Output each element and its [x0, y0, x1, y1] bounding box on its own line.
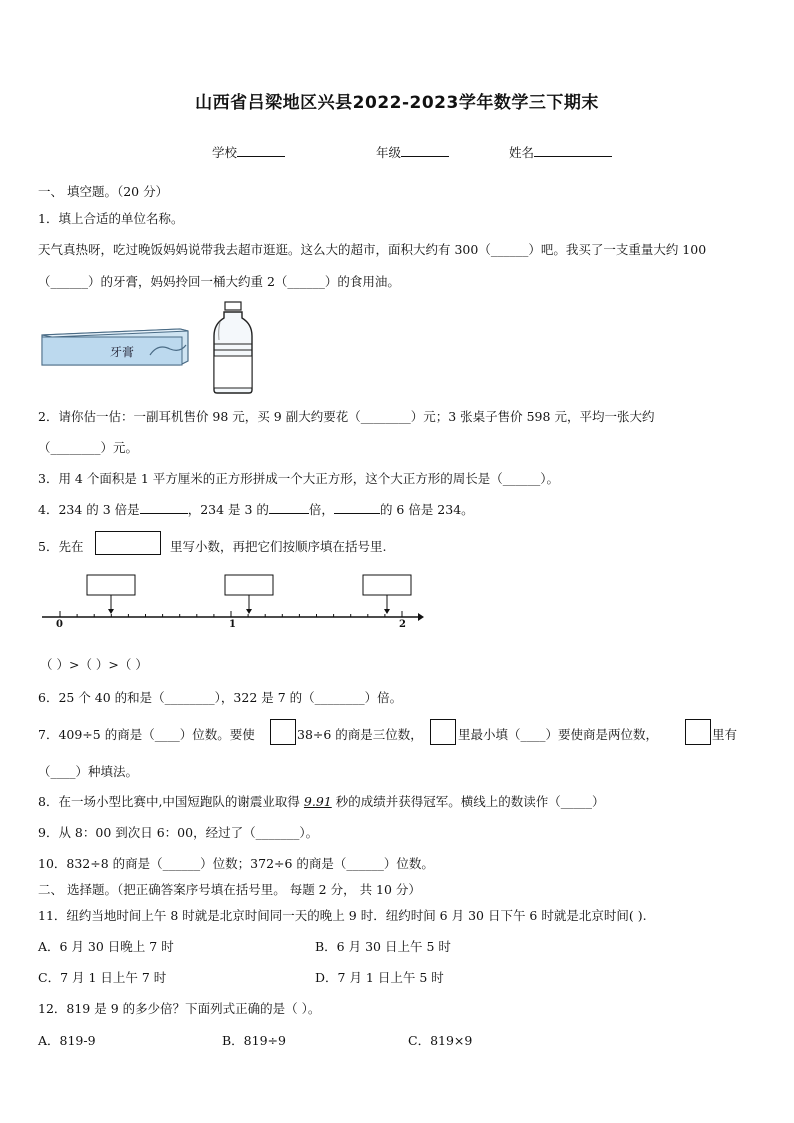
q4-part1: 4．234 的 3 倍是 — [38, 502, 140, 517]
q7-box-1[interactable] — [270, 719, 296, 745]
q9-text: 9．从 8：00 到次日 6：00，经过了（_______）。 — [38, 825, 319, 840]
q6-text: 6．25 个 40 的和是（________），322 是 7 的（________）倍。 — [38, 690, 403, 705]
q4-blank-2[interactable] — [269, 501, 309, 514]
tick-label-0: 0 — [56, 619, 63, 630]
q4-part3: 倍， — [308, 502, 334, 517]
section-2-heading: 二、 选择题。（把正确答案序号填在括号里。 每题 2 分， 共 10 分） — [38, 882, 421, 897]
q7-box-3[interactable] — [685, 719, 711, 745]
q7-part3: 里最小填（____）要使商是两位数， — [458, 727, 659, 742]
q7-line2: （____）种填法。 — [38, 764, 139, 779]
name-field — [509, 143, 612, 161]
section-1-heading: 一、 填空题。（20 分） — [38, 184, 169, 199]
q11-option-c[interactable]: C．7 月 1 日上午 7 时 — [38, 970, 167, 985]
q7-part1: 7．409÷5 的商是（____）位数。要使 — [38, 727, 255, 742]
q1-line2: （______）的牙膏，妈妈拎回一桶大约重 2（______）的食用油。 — [38, 274, 400, 289]
q12-stem: 12．819 是 9 的多少倍？下面列式正确的是（ ）。 — [38, 1001, 321, 1016]
q5-part2: 里写小数，再把它们按顺序填在括号里. — [170, 539, 387, 554]
q1-label: 1．填上合适的单位名称。 — [38, 211, 184, 226]
q11-option-d[interactable]: D．7 月 1 日上午 5 时 — [315, 970, 444, 985]
grade-blank[interactable] — [401, 144, 449, 157]
tick-label-2: 2 — [399, 619, 406, 630]
school-field — [212, 143, 285, 161]
name-label: 姓名 — [509, 145, 535, 160]
q4-text — [38, 500, 474, 518]
q8-part2: 秒的成绩并获得冠军。横线上的数读作（_____） — [331, 794, 605, 809]
q5-order-blanks[interactable]: （ ）>（ ）>（ ） — [40, 657, 148, 672]
q11-option-a[interactable]: A．6 月 30 日晚上 7 时 — [38, 939, 174, 954]
q12-option-b[interactable]: B．819÷9 — [222, 1033, 286, 1048]
q7-box-2[interactable] — [430, 719, 456, 745]
toothpaste-label: 牙膏 — [110, 345, 135, 359]
q11-option-b[interactable]: B．6 月 30 日上午 5 时 — [315, 939, 451, 954]
q8-number: 9.91 — [303, 794, 332, 809]
q7-part4: 里有 — [712, 727, 738, 742]
q5-part1: 5．先在 — [38, 539, 84, 554]
q10-text: 10．832÷8 的商是（______）位数；372÷6 的商是（______）位数。 — [38, 856, 434, 871]
q4-part4: 的 6 倍是 234。 — [379, 502, 474, 517]
q11-stem: 11．纽约当地时间上午 8 时就是北京时间同一天的晚上 9 时．纽约时间 6 月 30 日下午 6 时就是北京时间( ). — [38, 908, 647, 923]
q3-text: 3．用 4 个面积是 1 平方厘米的正方形拼成一个大正方形，这个大正方形的周长是（______）。 — [38, 471, 560, 486]
q12-option-a[interactable]: A．819-9 — [38, 1033, 96, 1048]
q5-inline-box[interactable] — [95, 531, 161, 555]
tick-label-1: 1 — [229, 619, 236, 630]
q8-part1: 8．在一场小型比赛中,中国短跑队的谢震业取得 — [38, 794, 304, 809]
q4-part2: ，234 是 3 的 — [187, 502, 269, 517]
q2-line1: 2．请你估一估：一副耳机售价 98 元，买 9 副大约要花（________）元；3 张桌子售价 598 元，平均一张大约 — [38, 409, 655, 424]
grade-label: 年级 — [376, 145, 402, 160]
page-title: 山西省吕梁地区兴县2022-2023学年数学三下期末 — [195, 93, 599, 113]
q4-blank-1[interactable] — [140, 501, 188, 514]
school-blank[interactable] — [237, 144, 285, 157]
name-blank[interactable] — [534, 144, 612, 157]
grade-field — [376, 143, 449, 161]
q4-blank-3[interactable] — [334, 501, 380, 514]
school-label: 学校 — [212, 145, 238, 160]
q2-line2: （________）元。 — [38, 440, 139, 455]
q1-line1: 天气真热呀，吃过晚饭妈妈说带我去超市逛逛。这么大的超市，面积大约有 300（______）吧。我买了一支重量大约 100 — [38, 242, 707, 257]
oil-bottle-image — [212, 300, 254, 395]
q7-part2: 38÷6 的商是三位数， — [297, 727, 423, 742]
q12-option-c[interactable]: C．819×9 — [408, 1033, 473, 1048]
q8-text — [38, 792, 604, 810]
